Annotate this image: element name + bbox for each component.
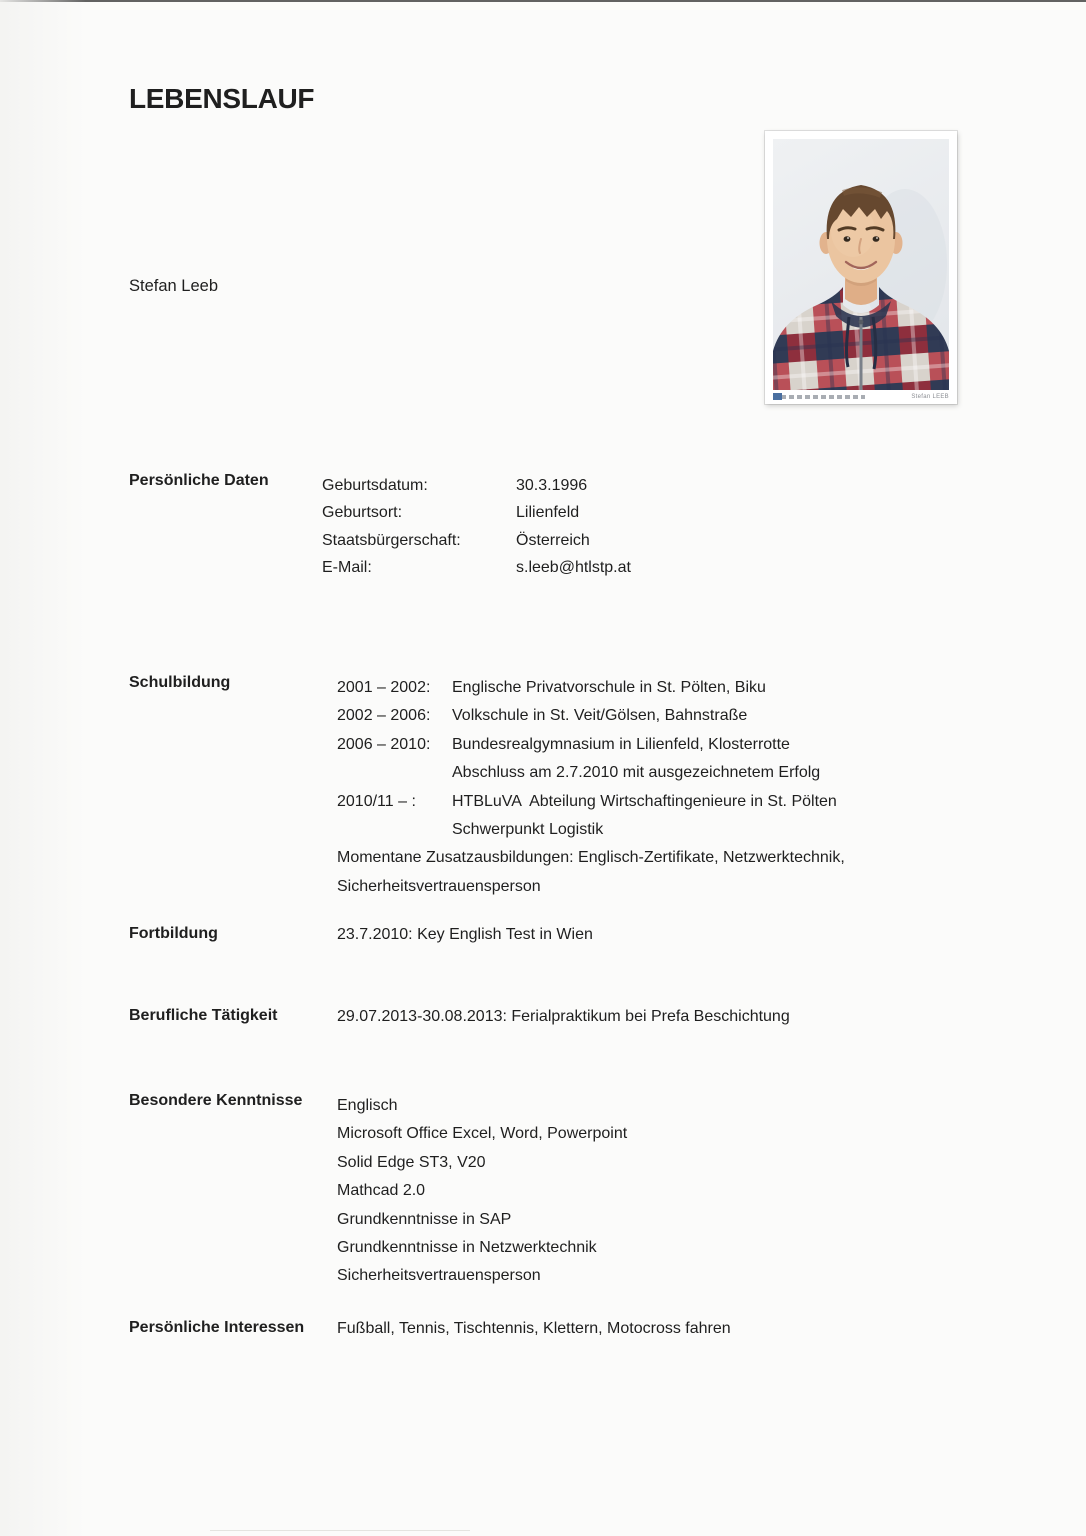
scan-artifact-left-band [0, 0, 86, 1536]
photo-caption [773, 392, 949, 402]
school-period: 2001 – 2002: [337, 679, 431, 696]
applicant-photo [765, 131, 957, 404]
field-key: Geburtsdatum: [322, 477, 428, 494]
field-key: E-Mail: [322, 559, 372, 577]
scan-artifact-top-line [0, 0, 1086, 2]
section-label-fortbildung: Fortbildung [129, 925, 218, 942]
kenntnis-item: Sicherheitsvertrauensperson [337, 1267, 541, 1285]
section-label-persoenliche-daten: Persönliche Daten [129, 472, 269, 489]
school-text: Abschluss am 2.7.2010 mit ausgezeichnetem Erfolg [452, 764, 821, 782]
applicant-portrait-image [773, 139, 949, 390]
fortbildung-text: 23.7.2010: Key English Test in Wien [337, 926, 593, 943]
school-text: Englische Privatvorschule in St. Pölten, Biku [452, 679, 766, 696]
field-value: 30.3.1996 [516, 477, 588, 494]
photo-watermark [773, 395, 865, 399]
kenntnis-item: Grundkenntnisse in Netzwerktechnik [337, 1239, 597, 1257]
school-period [337, 759, 452, 787]
kenntnis-item: Mathcad 2.0 [337, 1182, 426, 1200]
school-period: 2006 – 2010: [337, 735, 431, 753]
school-period: 2002 – 2006: [337, 707, 431, 725]
berufliche-taetigkeit-text: 29.07.2013-30.08.2013: Ferialpraktikum bei Prefa Beschichtung [337, 1008, 790, 1025]
school-period: 2010/11 – : [337, 792, 416, 810]
field-value: Lilienfeld [516, 504, 580, 522]
section-label-schulbildung: Schulbildung [129, 674, 231, 691]
section-label-persoenliche-interessen: Persönliche Interessen [129, 1319, 305, 1336]
field-value: s.leeb@htlstp.at [516, 559, 631, 577]
schulbildung-extra-line: Sicherheitsvertrauensperson [337, 877, 541, 895]
schulbildung-table [337, 674, 845, 901]
field-value: Österreich [516, 531, 590, 549]
kenntnis-item: Microsoft Office Excel, Word, Powerpoint [337, 1125, 628, 1143]
school-text: Bundesrealgymnasium in Lilienfeld, Klosterrotte [452, 735, 790, 753]
kenntnis-item: Englisch [337, 1097, 398, 1114]
school-text: Schwerpunkt Logistik [452, 821, 604, 839]
field-key: Staatsbürgerschaft: [322, 531, 461, 549]
kenntnis-item: Grundkenntnisse in SAP [337, 1210, 512, 1228]
scan-artifact-bottom-line [210, 1530, 470, 1531]
section-label-besondere-kenntnisse: Besondere Kenntnisse [129, 1092, 303, 1109]
besondere-kenntnisse-list [337, 1092, 627, 1291]
persoenliche-daten-table [322, 472, 631, 582]
school-text: HTBLuVA Abteilung Wirtschaftingenieure in St. Pölten [452, 792, 837, 810]
persoenliche-interessen-text: Fußball, Tennis, Tischtennis, Klettern, Motocross fahren [337, 1320, 731, 1337]
school-text: Volkschule in St. Veit/Gölsen, Bahnstraße [452, 707, 748, 725]
photo-caption-name: Stefan LEEB [911, 394, 949, 400]
schulbildung-extra-line: Momentane Zusatzausbildungen: Englisch-Zertifikate, Netzwerktechnik, [337, 849, 845, 867]
applicant-name: Stefan Leeb [129, 277, 218, 295]
field-key: Geburtsort: [322, 504, 403, 522]
section-label-berufliche-taetigkeit: Berufliche Tätigkeit [129, 1007, 278, 1024]
school-period [337, 816, 452, 844]
page-title: LEBENSLAUF [129, 82, 315, 114]
kenntnis-item: Solid Edge ST3, V20 [337, 1153, 486, 1171]
